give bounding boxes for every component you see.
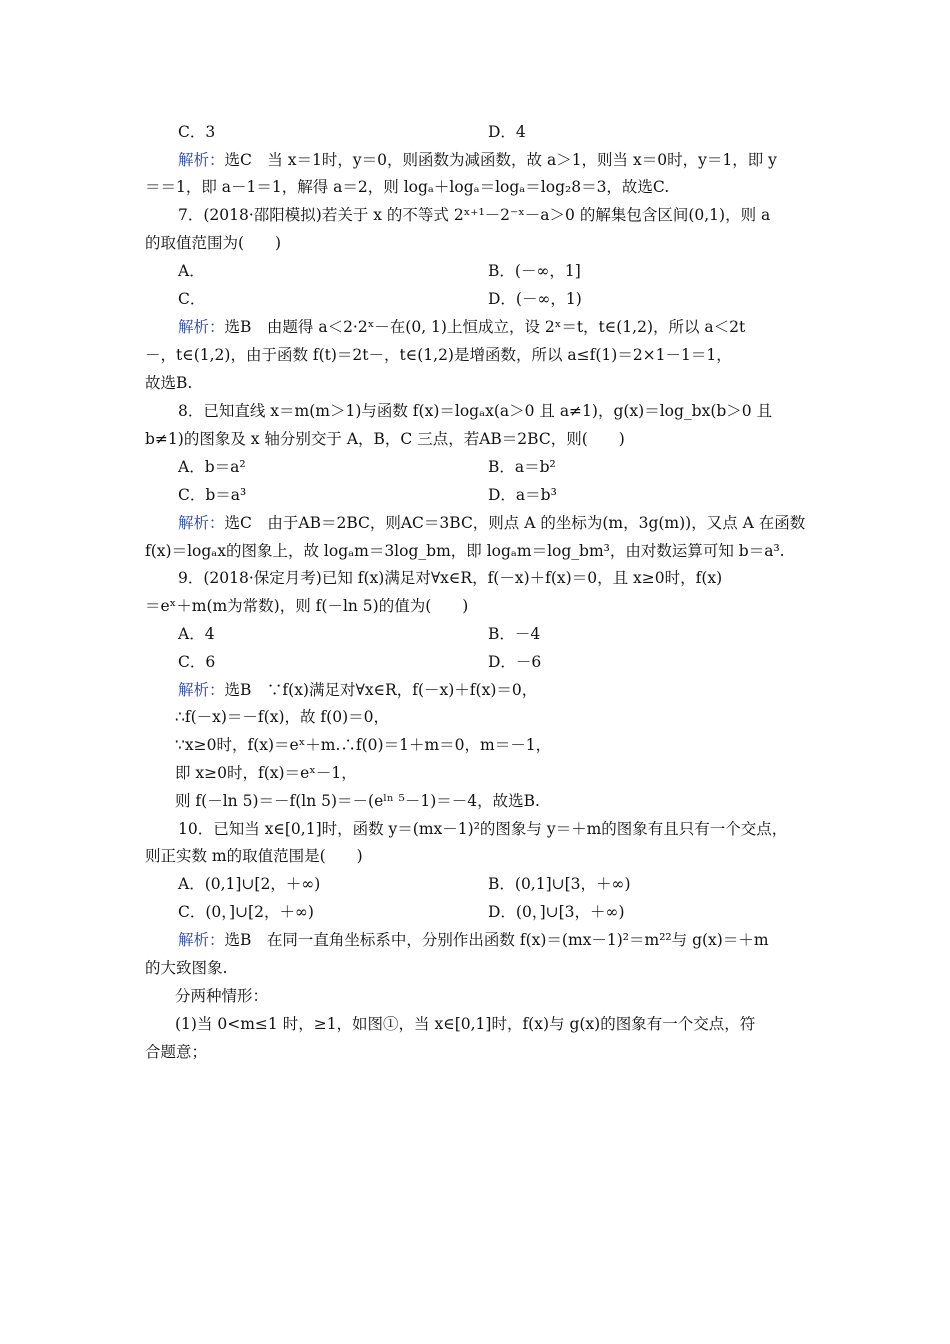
- solution-q10-cont: 的大致图象.: [145, 959, 228, 977]
- option-b-q7: B．(－∞，1]: [488, 262, 581, 280]
- option-c-q6: C．3: [178, 123, 216, 141]
- solution-label: 解析：: [178, 151, 225, 169]
- question-8: 8．已知直线 x＝m(m＞1)与函数 f(x)＝logₐx(a＞0 且 a≠1)，g(x)＝log_bx(b＞0 且: [178, 402, 773, 420]
- question-7-cont: 的取值范围为( ): [145, 234, 282, 252]
- option-d-q6: D．4: [488, 123, 526, 141]
- solution-q6: 解析：选C 当 x＝1时，y＝0，则函数为减函数，故 a＞1，则当 x＝0时，y＝1，即 y: [178, 151, 777, 169]
- question-9-cont: ＝eˣ＋m(m为常数)，则 f(－ln 5)的值为( ): [145, 597, 469, 615]
- option-d-q10: D．(0，]∪[3，＋∞): [488, 903, 625, 921]
- solution-label: 解析：: [178, 931, 225, 949]
- solution-q8-cont: f(x)＝logₐx的图象上，故 logₐm＝3log_bm，即 logₐm＝log_bm³，由对数运算可知 b＝a³.: [145, 542, 785, 560]
- solution-q10-cases: 分两种情形：: [175, 987, 269, 1005]
- option-d-q9: D．－6: [488, 653, 542, 671]
- option-c-q10: C．(0，]∪[2，＋∞): [178, 903, 314, 921]
- solution-q9-step5: 则 f(－ln 5)＝－f(ln 5)＝－(eˡⁿ ⁵－1)＝－4，故选B.: [175, 792, 540, 810]
- solution-label: 解析：: [178, 318, 225, 336]
- solution-q7-end: 故选B.: [145, 374, 193, 392]
- question-10-cont: 则正实数 m的取值范围是( ): [145, 847, 363, 865]
- question-8-cont: b≠1)的图象及 x 轴分别交于 A，B，C 三点，若AB＝2BC，则( ): [145, 430, 625, 448]
- solution-q8: 解析：选C 由于AB＝2BC，则AC＝3BC，则点 A 的坐标为(m，3g(m))，又点 A 在函数: [178, 514, 806, 532]
- option-d-q8: D．a＝b³: [488, 486, 557, 504]
- solution-q9-step3: ∵x≥0时，f(x)＝eˣ＋m.∴f(0)＝1＋m＝0，m＝－1，: [175, 736, 552, 754]
- option-c-q8: C．b＝a³: [178, 486, 247, 504]
- option-b-q9: B．－4: [488, 625, 541, 643]
- question-10: 10．已知当 x∈[0,1]时，函数 y＝(mx－1)²的图象与 y＝＋m的图象有且只有一个交点，: [178, 820, 788, 838]
- question-9: 9．(2018·保定月考)已知 f(x)满足对∀x∈R，f(－x)＋f(x)＝0，且 x≥0时，f(x): [178, 569, 723, 587]
- solution-q7: 解析：选B 由题得 a＜2·2ˣ－在(0, 1)上恒成立，设 2ˣ＝t，t∈(1,2)，所以 a＜2t: [178, 318, 746, 336]
- solution-q6-cont: ＝＝1，即 a－1＝1，解得 a＝2，则 logₐ＋logₐ＝logₐ＝log₂8＝3，故选C.: [145, 178, 670, 196]
- option-b-q8: B．a＝b²: [488, 458, 556, 476]
- solution-q10: 解析：选B 在同一直角坐标系中，分别作出函数 f(x)＝(mx－1)²＝m²²与 g(x)＝＋m: [178, 931, 769, 949]
- solution-label: 解析：: [178, 681, 225, 699]
- question-7: 7．(2018·邵阳模拟)若关于 x 的不等式 2ˣ⁺¹－2⁻ˣ－a＞0 的解集包含区间(0,1)，则 a: [178, 206, 771, 224]
- option-b-q10: B．(0,1]∪[3，＋∞): [488, 875, 631, 893]
- solution-q9: 解析：选B ∵f(x)满足对∀x∈R，f(－x)＋f(x)＝0，: [178, 681, 538, 699]
- solution-q9-step2: ∴f(－x)＝－f(x)，故 f(0)＝0，: [175, 708, 389, 726]
- option-a-q10: A．(0,1]∪[2，＋∞): [178, 875, 321, 893]
- option-a-q8: A．b＝a²: [178, 458, 246, 476]
- option-a-q9: A．4: [178, 625, 215, 643]
- solution-label: 解析：: [178, 514, 225, 532]
- solution-q9-step4: 即 x≥0时，f(x)＝eˣ－1，: [175, 764, 357, 782]
- solution-q10-case1: (1)当 0<m≤1 时，≥1，如图①，当 x∈[0,1]时，f(x)与 g(x)的图象有一个交点，符: [175, 1015, 756, 1033]
- option-d-q7: D．(－∞，1): [488, 290, 582, 308]
- option-c-q9: C．6: [178, 653, 216, 671]
- solution-q7-cont: －，t∈(1,2)，由于函数 f(t)＝2t－，t∈(1,2)是增函数，所以 a≤f(1)＝2×1－1＝1，: [145, 346, 732, 364]
- option-a-q7: A．: [178, 262, 205, 280]
- solution-q10-case1-cont: 合题意；: [145, 1043, 208, 1061]
- option-c-q7: C．: [178, 290, 206, 308]
